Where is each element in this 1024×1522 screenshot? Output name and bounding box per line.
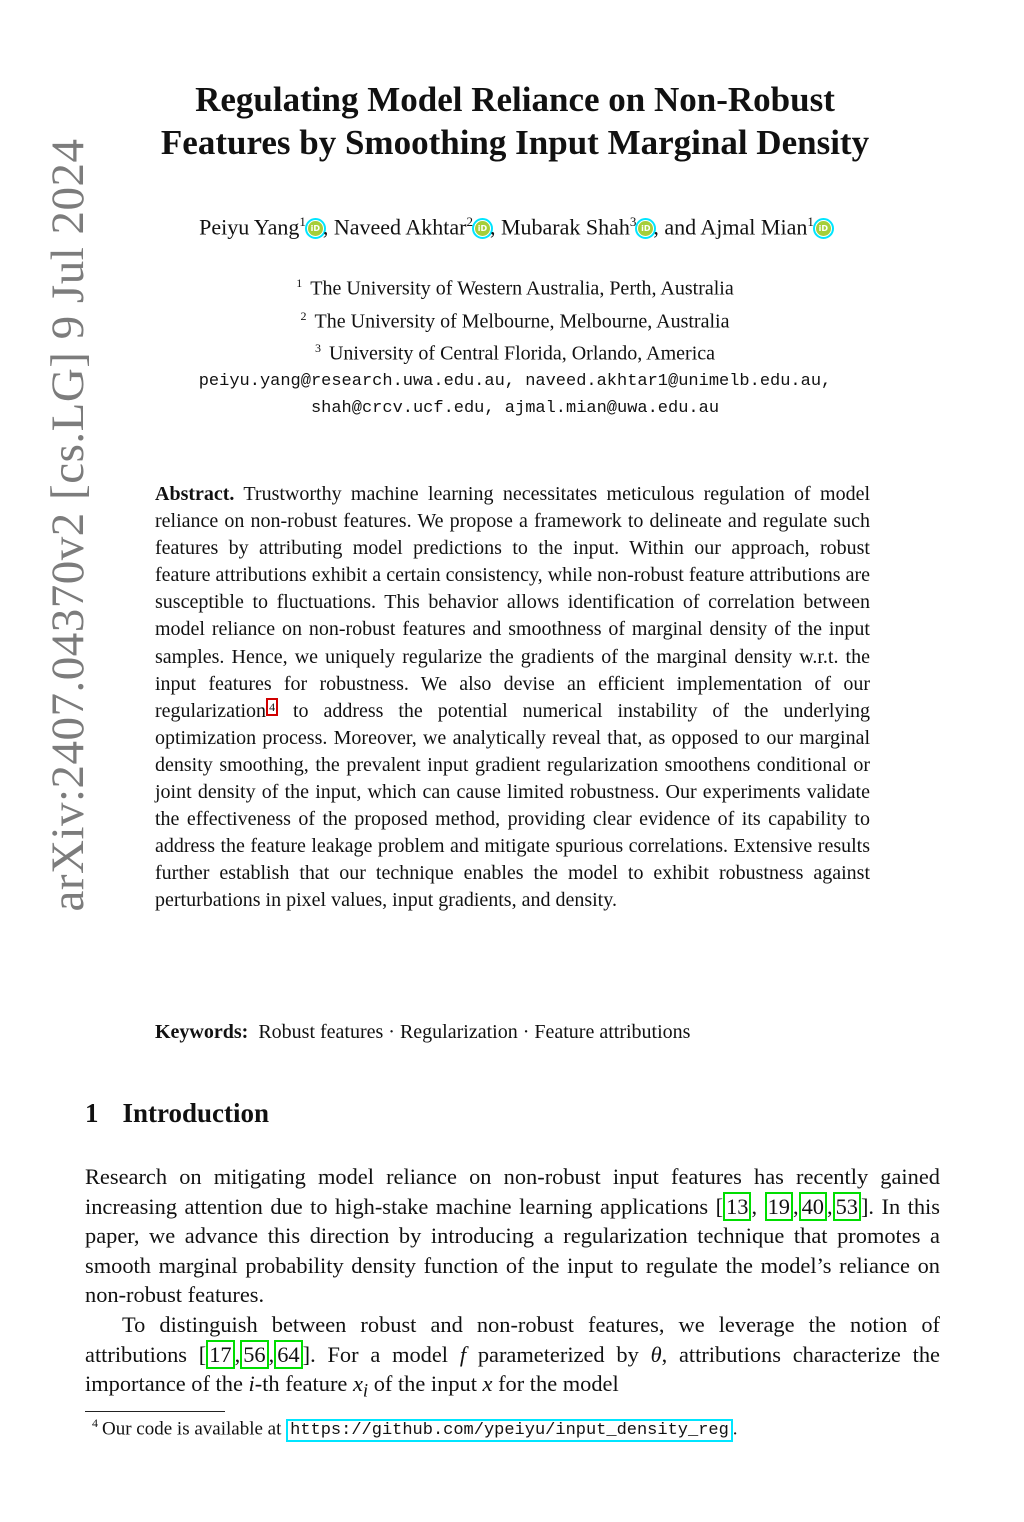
- affiliation-line: [90, 303, 940, 336]
- text-run: ,: [751, 1193, 765, 1219]
- affiliation-text: University of Central Florida, Orlando, America: [328, 342, 715, 365]
- footnote-text: Our code is available at: [102, 1418, 287, 1440]
- keywords: [155, 1021, 870, 1044]
- citation-link[interactable]: 64: [274, 1340, 302, 1369]
- author-name: Mubarak Shah: [500, 214, 630, 240]
- math-var: θ: [650, 1341, 662, 1367]
- author-name: Peiyu Yang: [199, 214, 300, 240]
- author-name: Ajmal Mian: [700, 214, 808, 240]
- text-run: , attributions characterize the importance of the: [85, 1341, 940, 1397]
- text-run: ]. For a model: [302, 1341, 460, 1367]
- math-var: f: [459, 1341, 467, 1367]
- author-separator: , and: [653, 214, 701, 240]
- text-run: of the input: [368, 1371, 483, 1397]
- text-run: ,: [826, 1193, 833, 1219]
- affiliation-line: [90, 270, 940, 303]
- text-run: ,: [792, 1193, 799, 1219]
- orcid-icon[interactable]: iD: [638, 221, 653, 236]
- footnote-number: 4: [92, 1416, 98, 1430]
- abstract-text: Trustworthy machine learning necessitates meticulous regulation of model reliance on non-robust features. We propose a framework to delineate and regulate such features by attributing model predictions to the input. Within our approach, robust feature attributions exhibit a certain consistency, while non-robust feature attributions are susceptible to fluctuations. This behavior allows identification of correlation between model reliance on non-robust features and smoothness of marginal density of the input samples. Hence, we uniquely regularize the gradients of the marginal density w.r.t. the input features for robustness. We also devise an efficient implementation of our regularization: [155, 483, 870, 722]
- text-run: To distinguish between robust and non-robust features, we leverage the notion of attributions [: [85, 1311, 940, 1367]
- email-line-2: shah@crcv.ucf.edu, ajmal.mian@uwa.edu.au: [310, 398, 720, 418]
- abstract-text-cont: to address the potential numerical instability of the underlying optimization process. Moreover, we analytically reveal that, as opposed to our marginal density smoothing, the prevalent input gradient regularization smoothens conditional or joint density of the input, which can cause limited robustness. Our experiments validate the effectiveness of the proposed method, providing clear evidence of its capability to address the feature leakage problem and mitigate spurious correlations. Extensive results further establish that our technique enables the model to exhibit robustness against perturbations in pixel values, input gradients, and density.: [155, 699, 870, 912]
- citation-link[interactable]: 56: [240, 1340, 268, 1369]
- abstract: [155, 481, 870, 915]
- text-run: ,: [234, 1341, 241, 1367]
- math-var: i: [248, 1371, 255, 1397]
- footnote-end: .: [732, 1418, 738, 1440]
- affiliation-number: 1: [296, 276, 303, 290]
- author-name: Naveed Akhtar: [333, 214, 467, 240]
- footnote-rule: [85, 1411, 225, 1412]
- footnote-ref-link[interactable]: 4: [266, 698, 278, 716]
- citation-link[interactable]: 40: [799, 1192, 827, 1221]
- abstract-label: Abstract.: [155, 483, 235, 505]
- author-affil-mark: 1: [299, 214, 306, 229]
- code-url-link[interactable]: https://github.com/ypeiyu/input_density_reg: [286, 1419, 733, 1442]
- author-affil-mark: 2: [466, 214, 473, 229]
- arxiv-id: arXiv:2407.04370v2 [cs.LG] 9 Jul 2024: [42, 138, 94, 912]
- math-subscript: i: [362, 1380, 369, 1402]
- affiliation-text: The University of Melbourne, Melbourne, Australia: [314, 310, 730, 333]
- author-affil-mark: 3: [629, 214, 637, 229]
- text-run: parameterized by: [466, 1341, 651, 1367]
- paragraph-1: [85, 1162, 940, 1310]
- citation-link[interactable]: 17: [206, 1340, 234, 1369]
- affiliation-number: 3: [314, 341, 321, 356]
- body-text: [85, 1162, 940, 1406]
- title-line-1: Regulating Model Reliance on Non-Robust: [195, 80, 835, 119]
- email-line-1: peiyu.yang@research.uwa.edu.au, naveed.akhtar1@unimelb.edu.au,: [198, 371, 832, 391]
- section-heading: [85, 1098, 269, 1129]
- text-run: ]. In this paper, we advance this direction by introducing a regularization technique that promotes a smooth marginal probability density function of the input to regulate the model’s reliance on non-robust features.: [85, 1193, 940, 1308]
- section-number: 1: [85, 1098, 99, 1128]
- paper-title: [90, 78, 940, 164]
- footnote: [85, 1416, 738, 1440]
- orcid-icon[interactable]: iD: [475, 221, 490, 236]
- citation-link[interactable]: 53: [833, 1192, 861, 1221]
- title-line-2: Features by Smoothing Input Marginal Density: [160, 123, 870, 162]
- keywords-text: Robust features · Regularization · Feature attributions: [258, 1021, 691, 1043]
- section-title: Introduction: [122, 1098, 270, 1128]
- text-run: Research on mitigating model reliance on non-robust input features has recently gained increasing attention due to high-stake machine learning applications [: [85, 1164, 940, 1219]
- affiliation-text: The University of Western Australia, Perth, Australia: [310, 277, 734, 300]
- text-run: ,: [268, 1341, 275, 1367]
- affiliation-line: [90, 335, 940, 368]
- keywords-label: Keywords:: [155, 1021, 249, 1043]
- text-run: -th feature: [254, 1371, 353, 1397]
- math-var: x: [352, 1371, 363, 1397]
- citation-link[interactable]: 13: [723, 1192, 751, 1221]
- paragraph-2: [85, 1310, 940, 1406]
- author-separator: ,: [489, 214, 501, 240]
- affiliation-number: 2: [300, 308, 307, 323]
- affiliations: [90, 270, 940, 422]
- author-affil-mark: 1: [807, 214, 814, 229]
- math-var: x: [482, 1371, 493, 1397]
- author-separator: ,: [322, 214, 334, 240]
- author-list: [90, 214, 940, 240]
- text-run: for the model: [492, 1371, 619, 1397]
- orcid-icon[interactable]: iD: [308, 221, 323, 236]
- citation-link[interactable]: 19: [765, 1192, 793, 1221]
- orcid-icon[interactable]: iD: [816, 221, 831, 236]
